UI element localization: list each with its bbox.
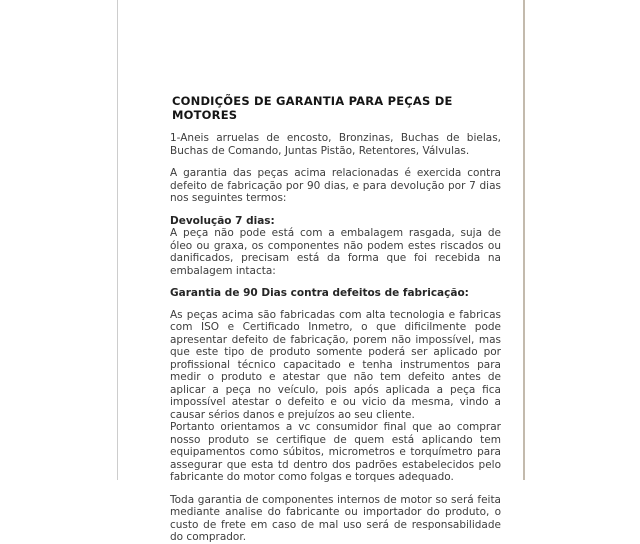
devolucao-paragraph: A peça não pode está com a embalagem rasgada, suja de óleo ou graxa, os componentes não podem estes riscados ou danificados, precisam está da forma que foi recebida na embalagem intacta: [170,227,501,277]
garantia-paragraph-1: As peças acima são fabricadas com alta tecnologia e fabricas com ISO e Certificado Inmetro, o que dificilmente pode apresentar defeito de fabricação, porem não impossível, mas que este tipo de produto somente poderá ser aplicado por profissional técnico capacitado e tenha instrumentos para medir o produto e atestar que não tem defeito antes de aplicar a peça no veículo, pois após aplicada a peça fica impossível atestar o defeito e ou vicio da mesma, vindo a causar sérios danos e prejuízos ao seu cliente. [170,308,501,421]
garantia-heading: Garantia de 90 Dias contra defeitos de fabricação: [170,287,469,299]
right-page-border [523,0,525,480]
devolucao-heading: Devolução 7 dias: [170,214,275,227]
parts-list-paragraph: 1-Aneis arruelas de encosto, Bronzinas, Buchas de bielas, Buchas de Comando, Juntas Pistão, Retentores, Válvulas. [170,132,501,157]
left-page-border [117,0,118,480]
document-title: CONDIÇÕES DE GARANTIA PARA PEÇAS DE MOTORES [172,94,453,122]
document-content [170,94,501,544]
final-paragraph: Toda garantia de componentes internos de motor so será feita mediante analise do fabricante ou importador do produto, o custo de frete em caso de mal uso será de responsabilidade do comprador. [170,493,501,543]
garantia-paragraph-2: Portanto orientamos a vc consumidor final que ao comprar nosso produto se certifique de quem está aplicando tem equipamentos como súbitos, micrometros e torquímetro para assegurar que esta td dentro dos padrões estabelecidos pelo fabricante do motor como folgas e torques adequado. [170,421,501,483]
warranty-summary-paragraph: A garantia das peças acima relacionadas é exercida contra defeito de fabricação por 90 dias, e para devolução por 7 dias nos seguintes termos: [170,167,501,204]
